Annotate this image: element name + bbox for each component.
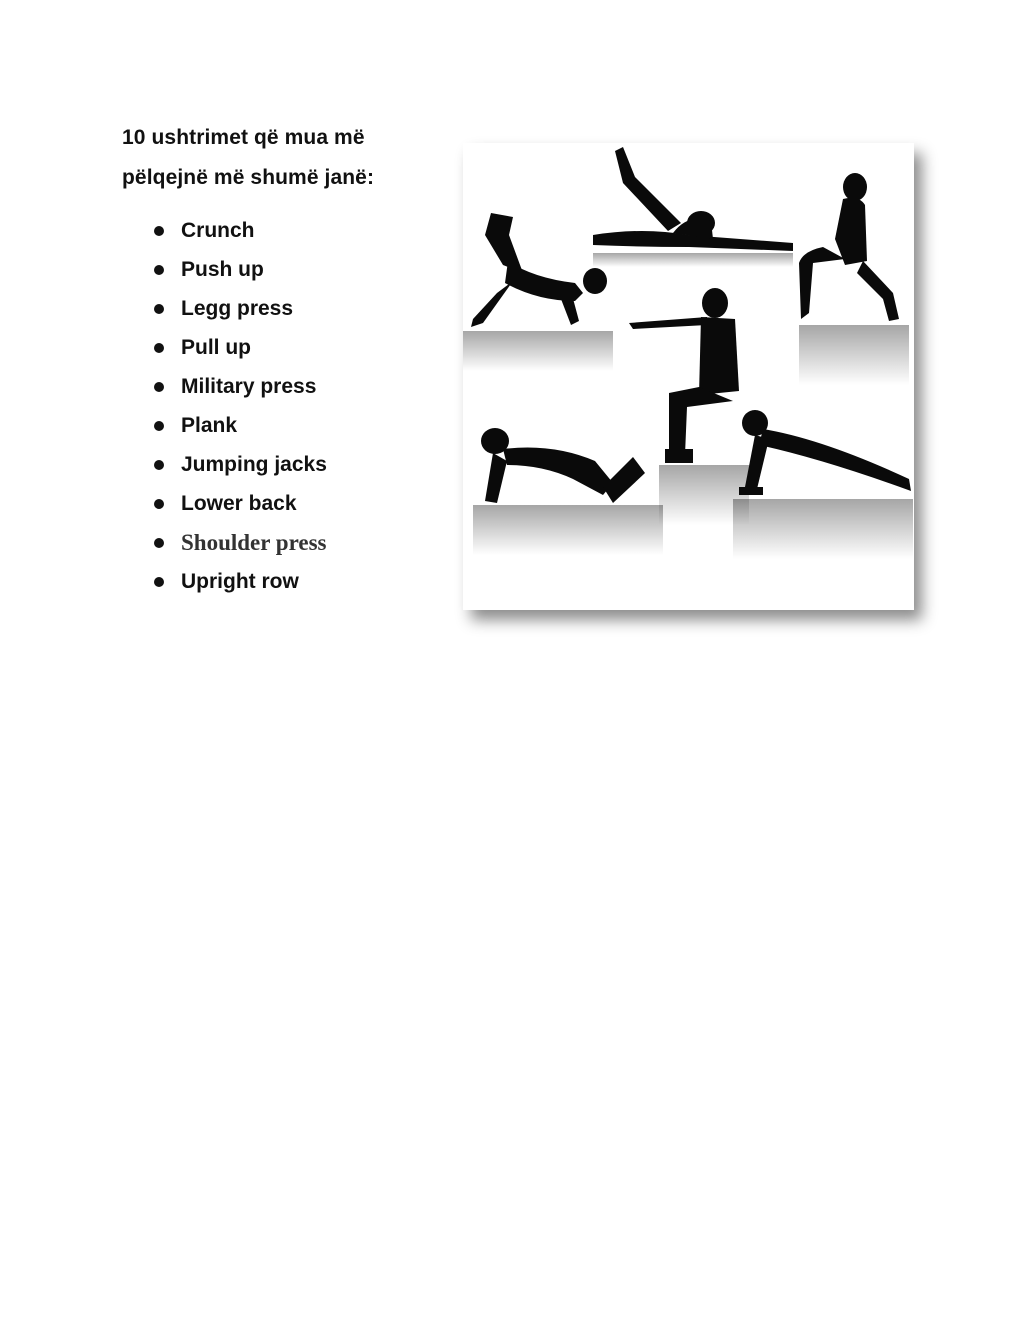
exercise-label: Legg press bbox=[181, 297, 294, 320]
bullet-icon bbox=[154, 421, 164, 431]
exercise-label: Pull up bbox=[181, 336, 251, 359]
intro-line-2: pëlqejnë më shumë janë: bbox=[122, 166, 375, 189]
bullet-icon bbox=[154, 265, 164, 275]
bullet-icon bbox=[154, 343, 164, 353]
exercise-figure bbox=[463, 143, 914, 610]
exercise-label: Military press bbox=[181, 375, 317, 398]
intro-text bbox=[122, 118, 422, 198]
bullet-icon bbox=[154, 304, 164, 314]
exercise-label: Jumping jacks bbox=[181, 453, 327, 476]
exercise-label: Lower back bbox=[181, 492, 297, 515]
exercise-label: Upright row bbox=[181, 570, 299, 593]
bullet-icon bbox=[154, 382, 164, 392]
exercise-label: Push up bbox=[181, 258, 264, 281]
bullet-icon bbox=[154, 226, 164, 236]
bullet-icon bbox=[154, 499, 164, 509]
exercise-label: Plank bbox=[181, 414, 238, 437]
bullet-icon bbox=[154, 460, 164, 470]
exercise-label: Shoulder press bbox=[181, 530, 327, 555]
bullet-icon bbox=[154, 577, 164, 587]
intro-line-1: 10 ushtrimet që mua më bbox=[122, 126, 365, 149]
exercise-label: Crunch bbox=[181, 219, 255, 242]
bullet-icon bbox=[154, 538, 164, 548]
exercise-silhouettes-icon bbox=[463, 143, 914, 610]
